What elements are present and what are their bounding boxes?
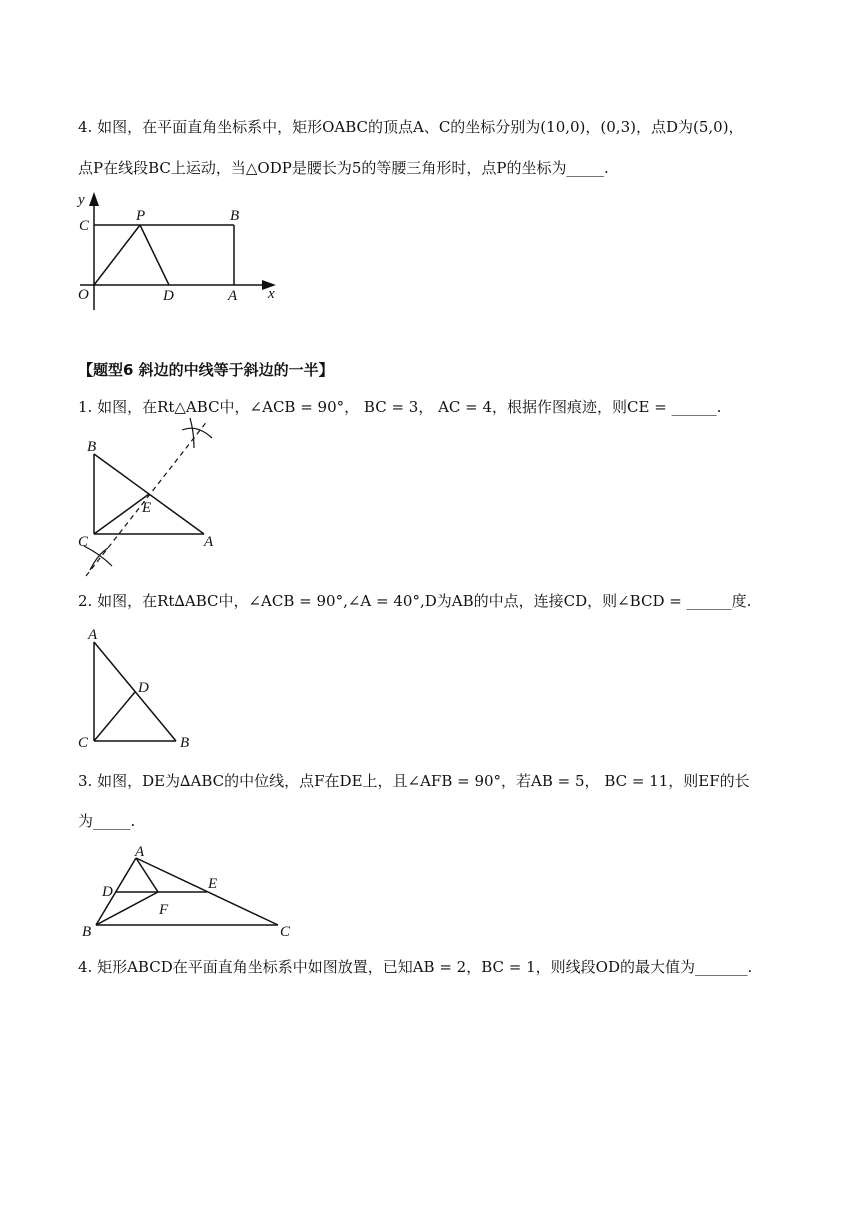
label-D: D xyxy=(163,288,174,304)
label-P: P xyxy=(136,208,146,224)
x-axis-label: x xyxy=(268,286,275,302)
problem-4b-text: 4. 矩形ABCD在平面直角坐标系中如图放置，已知AB = 2，BC = 1，则线段OD的最大值为_______. xyxy=(78,958,753,976)
label-D: D xyxy=(138,680,149,696)
label-A: A xyxy=(135,844,145,860)
label-C: C xyxy=(78,735,89,751)
y-axis-label: y xyxy=(78,192,85,208)
label-A: A xyxy=(228,288,238,304)
label-A: A xyxy=(204,534,214,550)
label-E: E xyxy=(142,500,152,516)
figure-midline-triangle xyxy=(74,840,304,942)
figure-right-triangle-median xyxy=(72,624,202,752)
label-F: F xyxy=(159,902,169,918)
problem-4-line-1: 4. 如图，在平面直角坐标系中，矩形OABC的顶点A、C的坐标分别为(10,0)，(0,3)，点D为(5,0)， xyxy=(78,118,744,136)
label-A: A xyxy=(88,627,98,643)
figure-rectangle-coordinate xyxy=(70,188,290,318)
figure-right-triangle-construction xyxy=(72,418,232,580)
label-B: B xyxy=(180,735,190,751)
label-O: O xyxy=(78,287,89,303)
problem-4-line-2: 点P在线段BC上运动，当△ODP是腰长为5的等腰三角形时，点P的坐标为_____. xyxy=(78,159,609,177)
problem-3-line-1: 3. 如图，DE为∆ABC的中位线，点F在DE上，且∠AFB = 90°，若AB = 5， BC = 11，则EF的长 xyxy=(78,772,750,790)
label-E: E xyxy=(208,876,218,892)
problem-1-text: 1. 如图，在Rt△ABC中，∠ACB = 90°， BC = 3， AC = 4，根据作图痕迹，则CE = ______. xyxy=(78,398,722,416)
problem-2-text: 2. 如图，在Rt∆ABC中，∠ACB = 90°,∠A = 40°,D为AB的中点，连接CD，则∠BCD = ______度. xyxy=(78,592,752,610)
label-D: D xyxy=(102,884,113,900)
section-heading: 【题型6 斜边的中线等于斜边的一半】 xyxy=(78,361,334,379)
label-C: C xyxy=(79,218,90,234)
label-C: C xyxy=(78,534,89,550)
label-B: B xyxy=(87,439,97,455)
problem-3-line-2: 为_____. xyxy=(78,812,136,830)
label-B: B xyxy=(230,208,240,224)
label-C: C xyxy=(280,924,291,940)
label-B: B xyxy=(82,924,92,940)
